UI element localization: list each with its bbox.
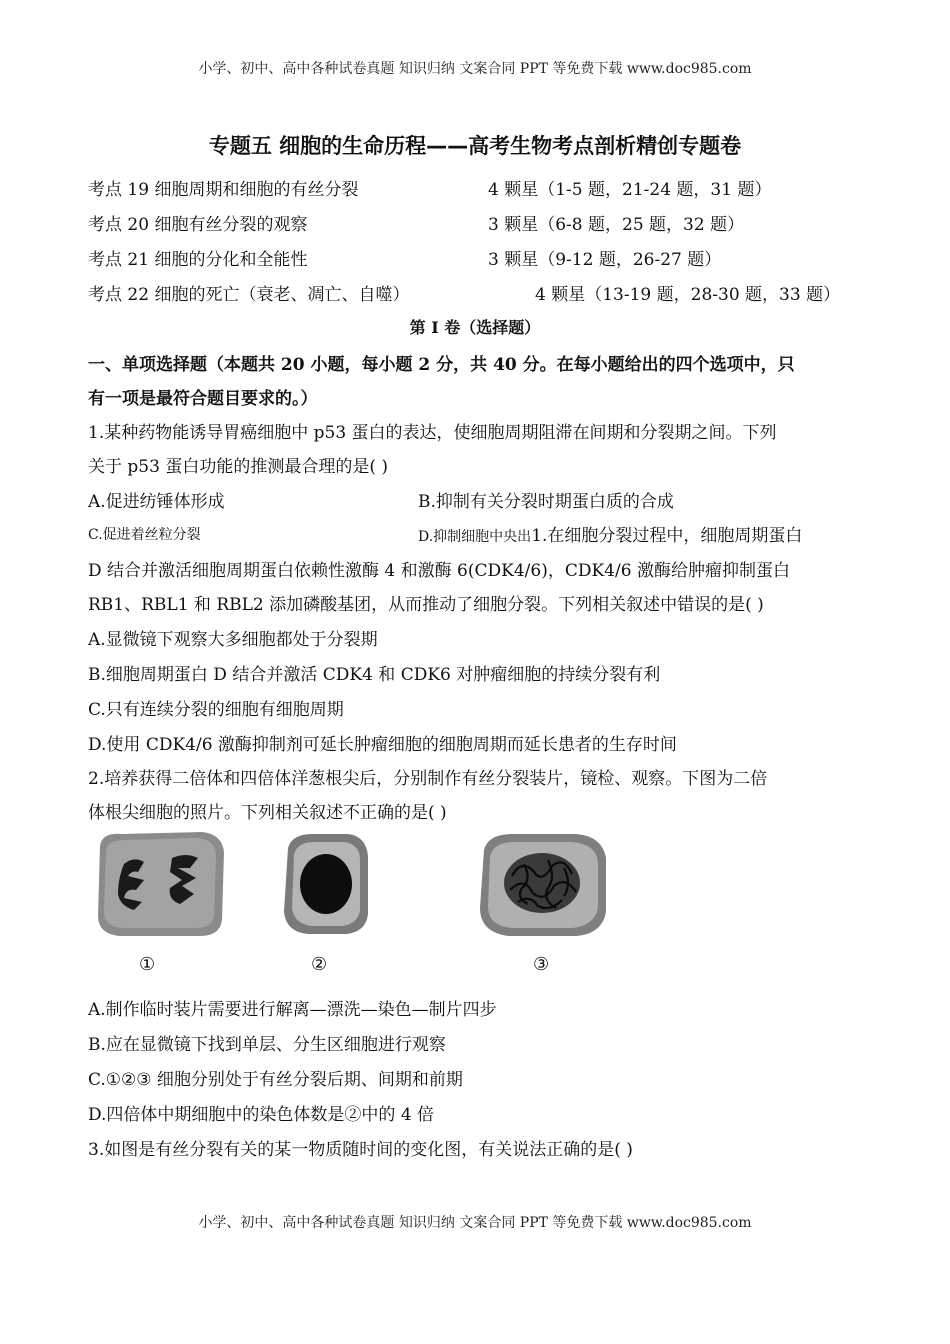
q1-option-b: B.抑制有关分裂时期蛋白质的合成 [418,492,674,512]
topic-21-stars: 3 颗星（9-12 题，26-27 题） [488,250,722,270]
page-header: 小学、初中、高中各种试卷真题 知识归纳 文案合同 PPT 等免费下载 www.doc985.com [198,61,752,77]
topic-21-name: 考点 21 细胞的分化和全能性 [88,250,308,270]
q2-option-c: C.①②③ 细胞分别处于有丝分裂后期、间期和前期 [88,1070,463,1090]
topic-19-stars: 4 颗星（1-5 题，21-24 题，31 题） [488,180,772,200]
q1-cont-line1: D 结合并激活细胞周期蛋白依赖性激酶 4 和激酶 6(CDK4/6)，CDK4/6 激酶给肿瘤抑制蛋白 [88,561,790,581]
topic-19-name: 考点 19 细胞周期和细胞的有丝分裂 [88,180,359,200]
topic-20-name: 考点 20 细胞有丝分裂的观察 [88,215,308,235]
q1-option-a: A.促进纺锤体形成 [88,492,225,512]
q1-statement-b: B.细胞周期蛋白 D 结合并激活 CDK4 和 CDK6 对肿瘤细胞的持续分裂有利 [88,665,661,685]
q1-statement-c: C.只有连续分裂的细胞有细胞周期 [88,700,344,720]
q1-option-d-prefix: D.抑制细胞中央出 [418,529,532,545]
q1-option-d-line [418,521,802,546]
q1-stem-line1: 1.某种药物能诱导胃癌细胞中 p53 蛋白的表达，使细胞周期阻滞在间期和分裂期之间。下列 [88,423,777,443]
q1-statement-a: A.显微镜下观察大多细胞都处于分裂期 [88,630,378,650]
figure-label-1: ① [139,954,156,975]
q1-cont-line2: RB1、RBL1 和 RBL2 添加磷酸基团，从而推动了细胞分裂。下列相关叙述中错误的是( ) [88,595,764,615]
q3-stem-line1: 3.如图是有丝分裂有关的某一物质随时间的变化图，有关说法正确的是( ) [88,1140,633,1160]
q2-option-d: D.四倍体中期细胞中的染色体数是②中的 4 倍 [88,1105,435,1125]
q1-option-c: C.促进着丝粒分裂 [88,527,201,543]
topic-22-name: 考点 22 细胞的死亡（衰老、凋亡、自噬） [88,285,410,305]
page-footer: 小学、初中、高中各种试卷真题 知识归纳 文案合同 PPT 等免费下载 www.doc985.com [198,1215,752,1231]
figure-label-2: ② [311,954,328,975]
topic-22-stars: 4 颗星（13-19 题，28-30 题，33 题） [535,285,841,305]
q2-option-b: B.应在显微镜下找到单层、分生区细胞进行观察 [88,1035,446,1055]
cell-image-3 [472,828,612,940]
q2-stem-line2: 体根尖细胞的照片。下列相关叙述不正确的是( ) [88,803,447,823]
q1-statement-d: D.使用 CDK4/6 激酶抑制剂可延长肿瘤细胞的细胞周期而延长患者的生存时间 [88,735,677,755]
page-title: 专题五 细胞的生命历程——高考生物考点剖析精创专题卷 [208,134,742,158]
cell-image-2 [278,828,374,940]
section-title: 第 I 卷（选择题） [409,318,541,337]
q2-stem-line1: 2.培养获得二倍体和四倍体洋葱根尖后，分别制作有丝分裂装片，镜检、观察。下图为二倍 [88,769,768,789]
q2-option-a: A.制作临时装片需要进行解离—漂洗—染色—制片四步 [88,1000,497,1020]
part-heading-line1: 一、单项选择题（本题共 20 小题，每小题 2 分，共 40 分。在每小题给出的四个选项中，只 [88,355,795,375]
topic-20-stars: 3 颗星（6-8 题，25 题，32 题） [488,215,745,235]
part-heading-line2: 有一项是最符合题目要求的。） [88,389,318,409]
q1-stem-line2: 关于 p53 蛋白功能的推测最合理的是( ) [88,457,388,477]
figure-label-3: ③ [533,954,550,975]
q1-overlap-text: 1.在细胞分裂过程中，细胞周期蛋白 [531,526,803,546]
cell-image-1 [92,828,228,940]
